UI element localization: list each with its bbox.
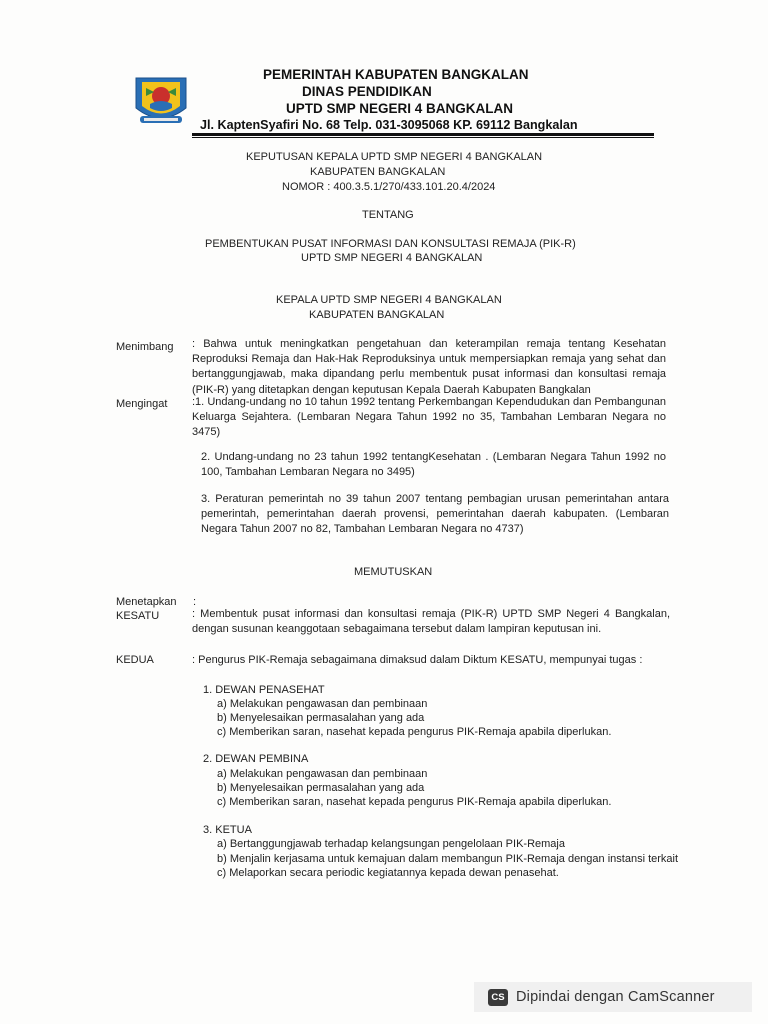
- kedua-text: : Pengurus PIK-Remaja sebagaimana dimaksud dalam Diktum KESATU, mempunyai tugas :: [192, 654, 643, 666]
- kesatu-label: KESATU: [116, 610, 160, 622]
- mengingat-label: Mengingat: [116, 398, 168, 410]
- letterhead-government: PEMERINTAH KABUPATEN BANGKALAN: [263, 67, 529, 82]
- mengingat-item-2: 2. Undang-undang no 23 tahun 1992 tentangKesehatan . (Lembaran Negara Tahun 1992 no 100, Tambahan Lembaran Negara no 3495): [201, 451, 666, 479]
- camscanner-watermark: [474, 982, 752, 1012]
- mengingat-item-3: 3. Peraturan pemerintah no 39 tahun 2007 tentang pembagian urusan pemerintahan antara pemerintah, pemerintahan daerah provensi, pemerintahan daerah kabupaten. (Lembaran Negara Tahun 2007 no 82, Tambahan Lembaran Negara no 4737): [201, 493, 669, 536]
- mengingat-item-1: :1. Undang-undang no 10 tahun 1992 tentang Perkembangan Kependudukan dan Pembangunan Keluarga Sejahtera. (Lembaran Negara Tahun 1992 no 35, Tambahan Lembaran Negara no 3475): [192, 396, 666, 439]
- menimbang-text: : Bahwa untuk meningkatkan pengetahuan dan keterampilan remaja tentang Kesehatan Reproduksi Remaja dan Hak-Hak Reproduksinya untuk mempersiapkan remaja yang sehat dan bertanggungjawab, maka dipandang perlu membentuk pusat informasi dan konsultasi remaja (PIK-R) yang ditetapkan dengan keputusan Kepala Daerah Kabupaten Bangkalan: [192, 338, 666, 396]
- list-item: c) Memberikan saran, nasehat kepada pengurus PIK-Remaja apabila diperlukan.: [217, 726, 612, 738]
- letterhead-divider-thin: [192, 137, 654, 138]
- decree-subject: PEMBENTUKAN PUSAT INFORMASI DAN KONSULTASI REMAJA (PIK-R): [205, 238, 576, 250]
- memutuskan-heading: MEMUTUSKAN: [354, 566, 433, 578]
- decree-subject-school: UPTD SMP NEGERI 4 BANGKALAN: [301, 252, 483, 264]
- dewan-penasehat-heading: 1. DEWAN PENASEHAT: [203, 684, 325, 696]
- list-item: b) Menyelesaikan permasalahan yang ada: [217, 712, 425, 724]
- kedua-label: KEDUA: [116, 654, 154, 666]
- list-item: a) Melakukan pengawasan dan pembinaan: [217, 768, 428, 780]
- menetapkan-colon: :: [193, 596, 197, 608]
- list-item: c) Memberikan saran, nasehat kepada pengurus PIK-Remaja apabila diperlukan.: [217, 796, 612, 808]
- kesatu-text: : Membentuk pusat informasi dan konsultasi remaja (PIK-R) UPTD SMP Negeri 4 Bangkalan, dengan susunan keanggotaan sebagaimana tersebut dalam lampiran keputusan ini.: [192, 608, 670, 636]
- menetapkan-label: Menetapkan: [116, 596, 177, 608]
- letterhead-divider-thick: [192, 133, 654, 136]
- list-item: a) Bertanggungjawab terhadap kelangsungan pengelolaan PIK-Remaja: [217, 838, 565, 850]
- decree-number: NOMOR : 400.3.5.1/270/433.101.20.4/2024: [282, 181, 496, 193]
- dewan-pembina-heading: 2. DEWAN PEMBINA: [203, 753, 309, 765]
- list-item: a) Melakukan pengawasan dan pembinaan: [217, 698, 428, 710]
- letterhead-office: DINAS PENDIDIKAN: [302, 84, 432, 99]
- decree-tentang: TENTANG: [362, 209, 414, 221]
- list-item: b) Menjalin kerjasama untuk kemajuan dalam membangun PIK-Remaja dengan instansi terkait: [217, 853, 679, 865]
- ketua-heading: 3. KETUA: [203, 824, 252, 836]
- decree-title-regency: KABUPATEN BANGKALAN: [310, 166, 446, 178]
- decree-issuer: KEPALA UPTD SMP NEGERI 4 BANGKALAN: [276, 294, 502, 306]
- list-item: b) Menyelesaikan permasalahan yang ada: [217, 782, 425, 794]
- list-item: c) Melaporkan secara periodic kegiatannya kepada dewan penasehat.: [217, 867, 559, 879]
- letterhead-school: UPTD SMP NEGERI 4 BANGKALAN: [286, 101, 514, 116]
- menimbang-label: Menimbang: [116, 341, 174, 353]
- decree-issuer-regency: KABUPATEN BANGKALAN: [309, 309, 445, 321]
- camscanner-text: Dipindai dengan CamScanner: [516, 989, 715, 1005]
- camscanner-logo-icon: CS: [488, 989, 508, 1006]
- decree-title: KEPUTUSAN KEPALA UPTD SMP NEGERI 4 BANGKALAN: [246, 151, 543, 163]
- bangkalan-regency-seal-icon: [130, 68, 192, 130]
- letterhead-address: Jl. KaptenSyafiri No. 68 Telp. 031-3095068 KP. 69112 Bangkalan: [200, 118, 578, 132]
